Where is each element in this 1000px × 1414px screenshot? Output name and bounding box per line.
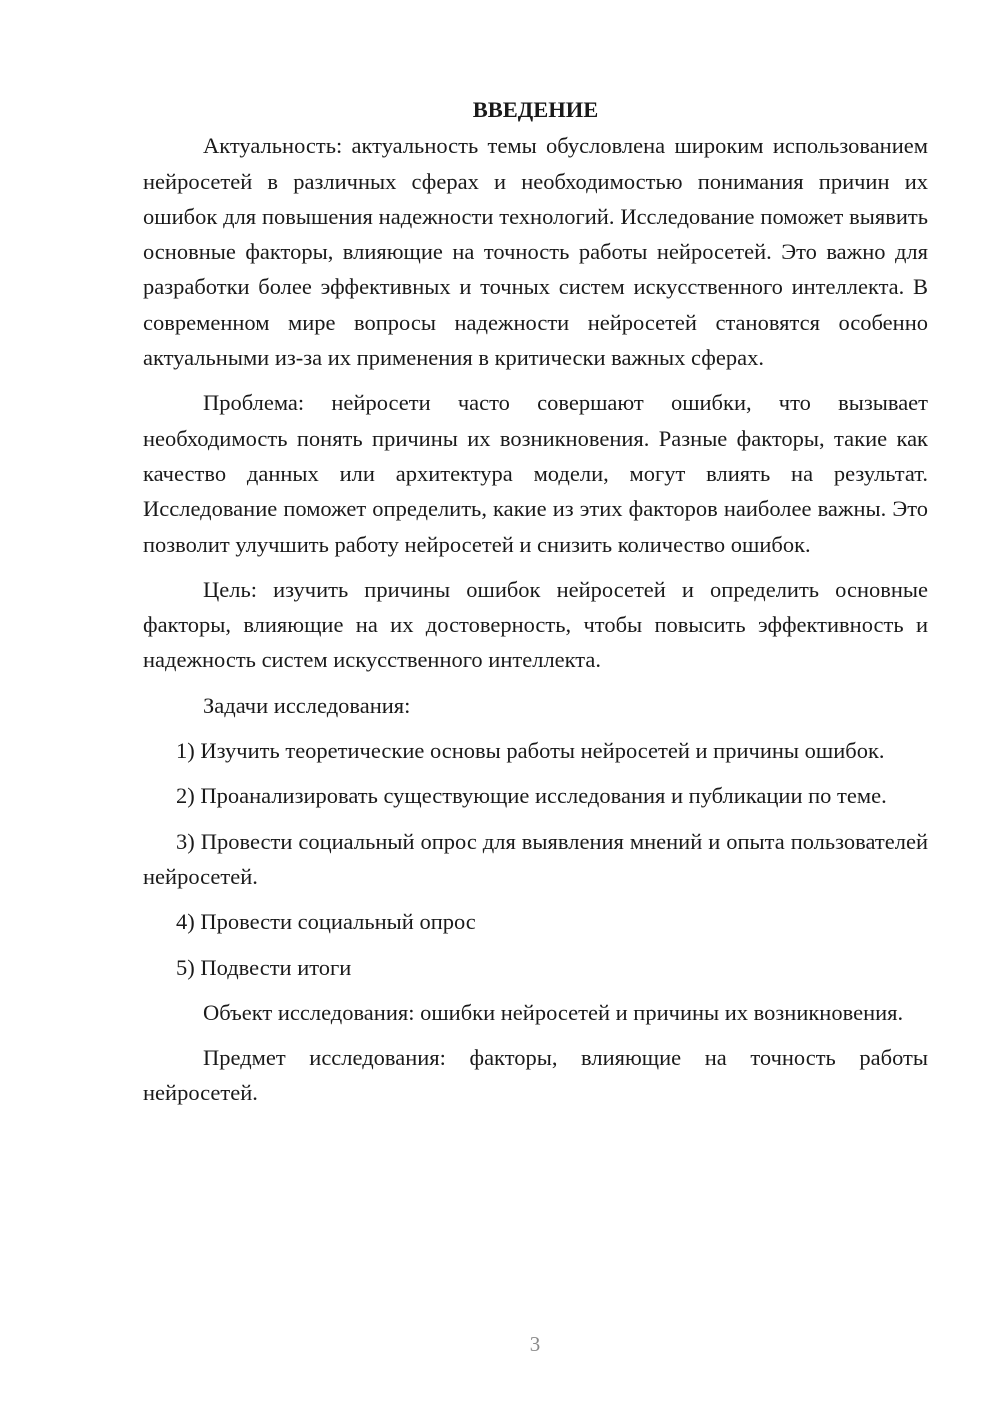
page-number: 3 [529,1332,541,1356]
goal-paragraph: Цель: изучить причины ошибок нейросетей и определить основные факторы, влияющие на их достоверность, чтобы повысить эффективность и надежность систем искусственного интеллекта. [143,576,928,673]
problem-paragraph: Проблема: нейросети часто совершают ошибки, что вызывает необходимость понять причины их возникновения. Разные факторы, такие как качество данных или архитектура модели, могут влиять на результат. Исследование поможет определить, какие из этих факторов наиболее важны. Это позволит улучшить работу нейросетей и снизить количество ошибок. [143,390,928,557]
page-content [143,92,928,1121]
tasks-list [143,733,928,985]
task-item-3: 3) Провести социальный опрос для выявления мнений и опыта пользователей нейросетей. [143,828,928,889]
object-paragraph: Объект исследования: ошибки нейросетей и причины их возникновения. [203,999,904,1025]
task-item-4: 4) Провести социальный опрос [176,909,476,935]
task-item-5: 5) Подвести итоги [176,954,352,980]
subject-paragraph: Предмет исследования: факторы, влияющие на точность работы нейросетей. [143,1045,928,1106]
section-heading: ВВЕДЕНИЕ [472,97,599,122]
task-item-1: 1) Изучить теоретические основы работы нейросетей и причины ошибок. [176,738,885,764]
relevance-paragraph: Актуальность: актуальность темы обусловлена широким использованием нейросетей в различных сферах и необходимостью понимания причин их ошибок для повышения надежности технологий. Исследование поможет выявить основные факторы, влияющие на точность работы нейросетей. Это важно для разработки более эффективных и точных систем искусственного интеллекта. В современном мире вопросы надежности нейросетей становятся особенно актуальными из-за их применения в критически важных сферах. [143,133,928,371]
tasks-title: Задачи исследования: [203,692,411,718]
task-item-2: 2) Проанализировать существующие исследования и публикации по теме. [176,783,887,809]
